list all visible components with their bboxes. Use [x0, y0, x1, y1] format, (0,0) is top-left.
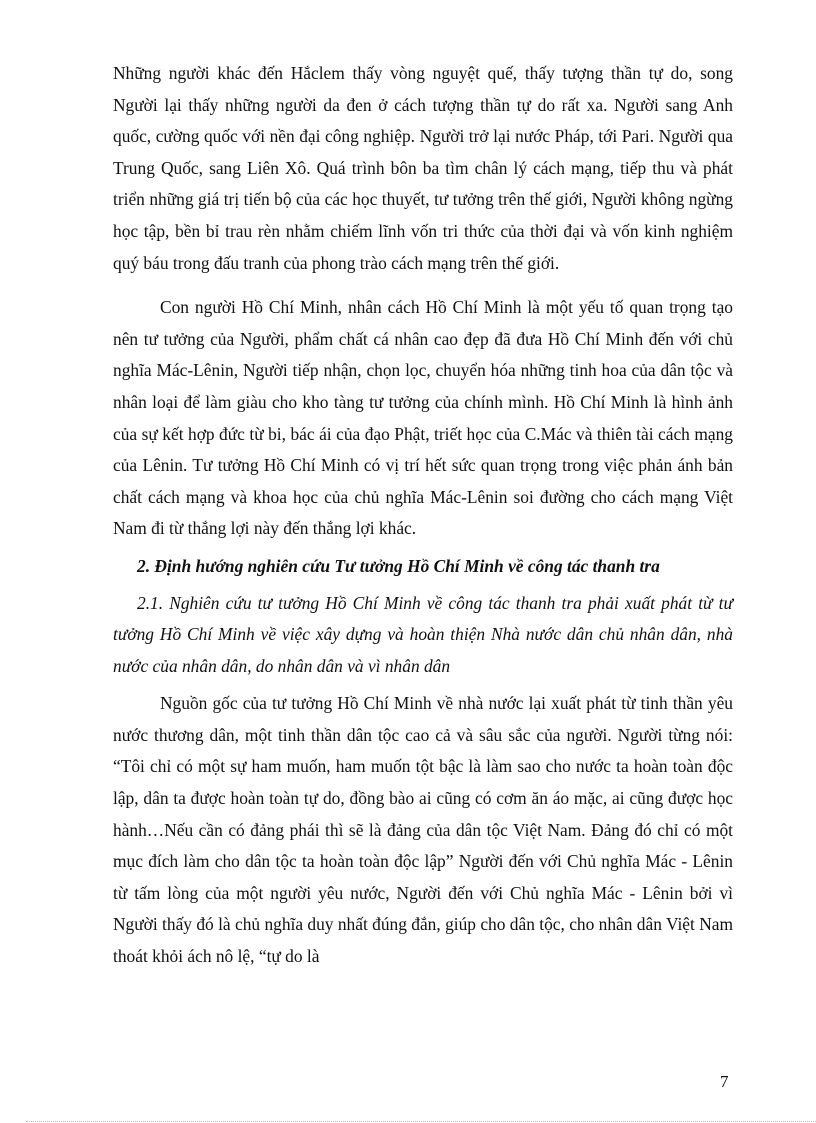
body-paragraph: Con người Hồ Chí Minh, nhân cách Hồ Chí Minh là một yếu tố quan trọng tạo nên tư tưởng của Người, phẩm chất cá nhân cao đẹp đã đưa Hồ Chí Minh đến với chủ nghĩa Mác-Lênin, Người tiếp nhận, chọn lọc, chuyển hóa những tinh hoa của dân tộc và nhân loại để làm giàu cho kho tàng tư tưởng của chính mình. Hồ Chí Minh là hình ảnh của sự kết hợp đức từ bi, bác ái của đạo Phật, triết học của C.Mác và thiên tài cách mạng của Lênin. Tư tưởng Hồ Chí Minh có vị trí hết sức quan trọng trong việc phản ánh bản chất cách mạng và khoa học của chủ nghĩa Mác-Lênin soi đường cho cách mạng Việt Nam đi từ thắng lợi này đến thắng lợi khác. [113, 297, 733, 539]
body-paragraph: Nguồn gốc của tư tưởng Hồ Chí Minh về nhà nước lại xuất phát từ tinh thần yêu nước thương dân, một tinh thần dân tộc cao cả và sâu sắc của người. Người từng nói: “Tôi chỉ có một sự ham muốn, ham muốn tột bậc là làm sao cho nước ta hoàn toàn độc lập, dân ta được hoàn toàn tự do, đồng bào ai cũng có cơm ăn áo mặc, ai cũng được học hành…Nếu cần có đảng phái thì sẽ là đảng của dân tộc Việt Nam. Đảng đó chỉ có một mục đích làm cho dân tộc ta hoàn toàn độc lập” Người đến với Chủ nghĩa Mác - Lênin từ tấm lòng của một người yêu nước, Người đến với Chủ nghĩa Mác - Lênin bởi vì Người thấy đó là chủ nghĩa duy nhất đúng đắn, giúp cho dân tộc, cho nhân dân Việt Nam thoát khỏi ách nô lệ, “tự do là [113, 693, 733, 967]
section-heading: 2. Định hướng nghiên cứu Tư tưởng Hồ Chí Minh về công tác thanh tra [137, 555, 660, 576]
page-bottom-divider [26, 1121, 816, 1122]
body-paragraph: Những người khác đến Hắclem thấy vòng nguyệt quế, thấy tượng thần tự do, song Người lại thấy những người da đen ở cách tượng thần tự do rất xa. Người sang Anh quốc, cường quốc với nền đại công nghiệp. Người trở lại nước Pháp, tới Pari. Người qua Trung Quốc, sang Liên Xô. Quá trình bôn ba tìm chân lý cách mạng, tiếp thu và phát triển những giá trị tiến bộ của các học thuyết, tư tưởng trên thế giới, Người không ngừng học tập, bền bỉ trau rèn nhằm chiếm lĩnh vốn tri thức của thời đại và vốn kinh nghiệm quý báu trong đấu tranh của phong trào cách mạng trên thế giới. [113, 63, 733, 273]
page-number: 7 [720, 1072, 729, 1091]
page-content [113, 58, 733, 973]
subsection-heading: 2.1. Nghiên cứu tư tưởng Hồ Chí Minh về công tác thanh tra phải xuất phát từ tư tưởng Hồ Chí Minh về việc xây dựng và hoàn thiện Nhà nước dân chủ nhân dân, nhà nước của nhân dân, do nhân dân và vì nhân dân [113, 592, 733, 676]
